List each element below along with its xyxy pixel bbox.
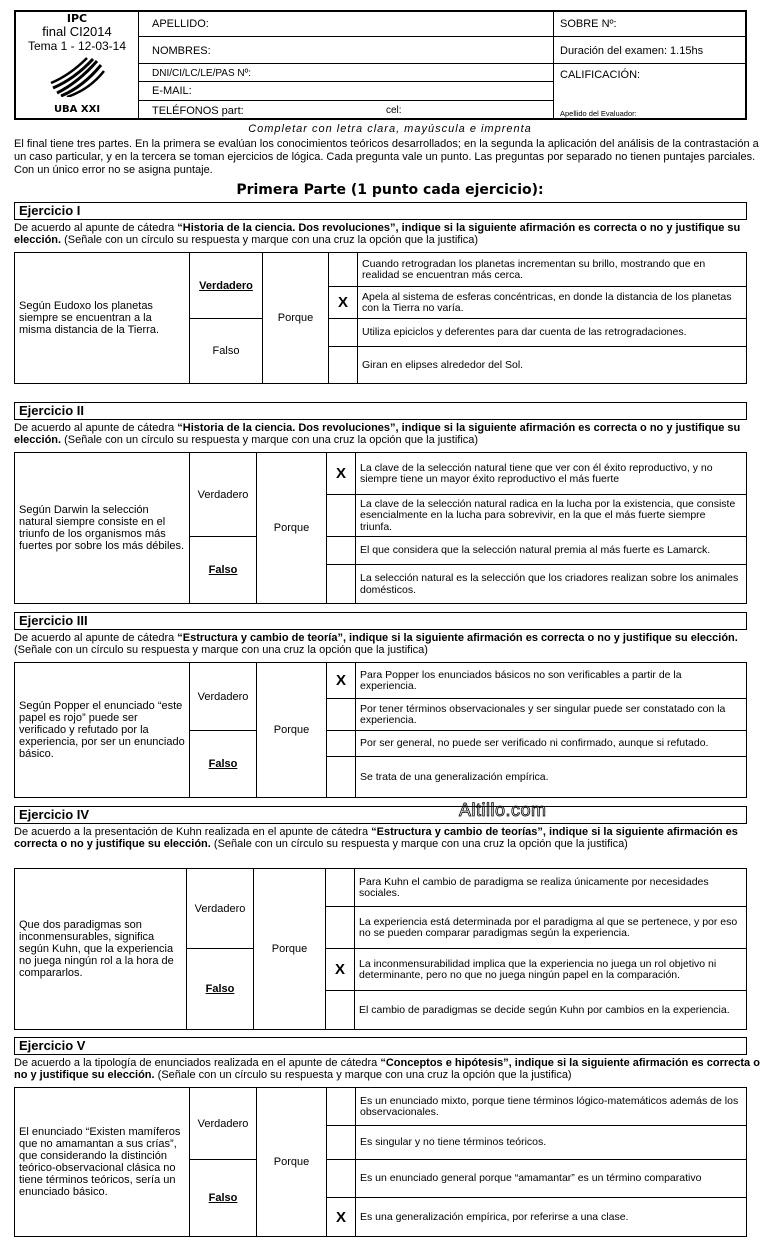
exercise-2-option-3-checkbox[interactable]: [327, 537, 356, 565]
exercise-2-instructions: De acuerdo al apunte de cátedra “Historia de la ciencia. Dos revoluciones”, indique si la siguiente afirmación es correcta o no y justifique su elección. (Señale con un círculo su respuesta y marque con una cruz la opción que la justifica): [14, 422, 741, 446]
calificacion-field[interactable]: CALIFICACIÓN:: [560, 69, 641, 81]
exercise-5-instructions: De acuerdo a la tipología de enunciados realizada en el apunte de cátedra “Conceptos e hipótesis”, indique si la siguiente afirmación es correcta o no y justifique su elección. (Señale con un círculo su respuesta y marque con una cruz la opción que la justifica): [14, 1057, 760, 1081]
exercise-1-option-1: Cuando retrogradan los planetas incrementan su brillo, mostrando que en realidad se encuentran más cerca.: [358, 253, 746, 287]
exercise-4-verdadero-option[interactable]: Verdadero: [187, 869, 254, 949]
exercise-1-option-3-checkbox[interactable]: [329, 319, 358, 347]
exercise-4-option-1-checkbox[interactable]: [326, 869, 355, 907]
exercise-1-table: [14, 252, 747, 384]
exercise-2-option-4: La selección natural es la selección que los criadores realizan sobre los animales domésticos.: [360, 572, 739, 596]
exercise-3-option-1-checkbox[interactable]: X: [327, 663, 356, 699]
dni-field[interactable]: DNI/CI/LC/LE/PAS Nº:: [152, 68, 252, 79]
exercise-1-option-2-checkbox[interactable]: X: [329, 287, 358, 319]
evaluador-field[interactable]: Apellido del Evaluador:: [560, 109, 637, 118]
exercise-3-title: Ejercicio III: [14, 612, 747, 630]
nombres-field[interactable]: NOMBRES:: [152, 45, 211, 57]
exam-header: [14, 10, 747, 120]
exercise-4-title: Ejercicio IV: [14, 806, 747, 824]
exercise-2-option-1-checkbox[interactable]: X: [327, 453, 356, 495]
exercise-1-option-3: Utiliza epiciclos y deferentes para dar cuenta de las retrogradaciones.: [358, 319, 746, 347]
course-label: final CI2014: [42, 24, 112, 39]
exercise-5-statement: El enunciado “Existen mamíferos que no amamantan a sus crías”, que considerando la distinción teórico-observacional clásica no tiene términos teóricos, sería un enunciado básico.: [15, 1088, 190, 1236]
exercise-5-porque-label: Porque: [257, 1088, 327, 1236]
ipc-label: IPC: [66, 12, 88, 25]
exercise-3-option-2-checkbox[interactable]: [327, 699, 356, 731]
exercise-4-porque-label: Porque: [254, 869, 326, 1029]
exercise-2-option-3: El que considera que la selección natural premia al más fuerte es Lamarck.: [356, 537, 746, 565]
exercise-1-option-2: Apela al sistema de esferas concéntricas, en donde la distancia de los planetas con la Tierra no varía.: [358, 287, 746, 319]
exercise-5-option-1-checkbox[interactable]: [327, 1088, 356, 1126]
exercise-4-instructions: De acuerdo a la presentación de Kuhn realizada en el apunte de cátedra “Estructura y cambio de teorías”, indique si la siguiente afirmación es correcta o no y justifique su elección. (Señale con un círculo su respuesta y marque con una cruz la opción que la justifica): [14, 826, 738, 850]
topic-label: Tema 1 - 12-03-14: [27, 39, 127, 53]
exercise-5-option-3-checkbox[interactable]: [327, 1160, 356, 1198]
exercise-1-statement: Según Eudoxo los planetas siempre se encuentran a la misma distancia de la Tierra.: [15, 253, 190, 383]
sobre-field[interactable]: SOBRE Nº:: [560, 18, 617, 30]
apellido-field[interactable]: APELLIDO:: [152, 18, 209, 30]
watermark: Altillo.com: [459, 800, 547, 820]
exercise-3-porque-label: Porque: [257, 663, 327, 797]
exercise-3-option-3-checkbox[interactable]: [327, 731, 356, 757]
exercise-3-verdadero-option[interactable]: Verdadero: [190, 663, 257, 731]
exercise-1-option-1-checkbox[interactable]: [329, 253, 358, 287]
exercise-3-option-4: Se trata de una generalización empírica.: [360, 770, 549, 783]
cel-field[interactable]: cel:: [386, 105, 402, 116]
exercise-2-porque-label: Porque: [257, 453, 327, 603]
exercise-4-table: [14, 868, 747, 1030]
exam-info-box: [16, 12, 139, 118]
exercise-5-option-2: Es singular y no tiene términos teóricos.: [356, 1126, 746, 1160]
exercise-1-falso-option[interactable]: Falso: [190, 319, 263, 383]
exercise-2-option-2: La clave de la selección natural radica en la lucha por la existencia, que consiste esencialmente en la lucha para sobrevivir, en la que el más fuerte siempre triunfa.: [356, 495, 746, 537]
exercise-4-option-4-checkbox[interactable]: [326, 991, 355, 1029]
exercise-2-option-2-checkbox[interactable]: [327, 495, 356, 537]
exercise-3-instructions: De acuerdo al apunte de cátedra “Estructura y cambio de teoría”, indique si la siguiente afirmación es correcta o no y justifique su elección. (Señale con un círculo su respuesta y marque con una cruz la opción que la justifica): [14, 632, 738, 656]
exercise-3-statement: Según Popper el enunciado “este papel es rojo” puede ser verificado y refutado por la experiencia, por ser un enunciado básico.: [15, 663, 190, 797]
exercise-3-option-2: Por tener términos observacionales y ser singular puede ser constatado con la experiencia.: [356, 699, 746, 731]
exercise-4-option-1: Para Kuhn el cambio de paradigma se realiza únicamente por necesidades sociales.: [355, 869, 746, 907]
part-title: Primera Parte (1 punto cada ejercicio):: [236, 182, 544, 198]
exercise-5-falso-option[interactable]: Falso: [190, 1160, 257, 1236]
exercise-3-option-1: Para Popper los enunciados básicos no son verificables a partir de la experiencia.: [356, 663, 746, 699]
fill-instructions: Completar con letra clara, mayúscula e imprenta: [248, 123, 532, 135]
exercise-5-table: [14, 1087, 747, 1237]
exercise-3-falso-option[interactable]: Falso: [190, 731, 257, 797]
uba-brand: UBA XXI: [53, 104, 101, 115]
exercise-5-option-3: Es un enunciado general porque “amamantar” es un término comparativo: [356, 1160, 746, 1198]
exercise-3-option-3: Por ser general, no puede ser verificado ni confirmado, aunque si refutado.: [356, 731, 746, 757]
exercise-5-verdadero-option[interactable]: Verdadero: [190, 1088, 257, 1160]
exercise-3-option-4-checkbox[interactable]: [327, 757, 356, 797]
exercise-2-title: Ejercicio II: [14, 402, 747, 420]
exercise-1-porque-label: Porque: [263, 253, 329, 383]
exam-intro: El final tiene tres partes. En la primera se evalúan los conocimientos teóricos desarrollados; en la segunda la aplicación del análisis de la contrastación a un caso particular, y en la tercera se toman ejercicios de lógica. Cada pregunta vale un punto. Las preguntas por separado no tienen puntajes parciales. Con un único error no se asigna puntaje.: [14, 138, 759, 176]
exercise-4-option-3-checkbox[interactable]: X: [326, 949, 355, 991]
exercise-1-option-4: Giran en elipses alrededor del Sol.: [362, 358, 524, 371]
exercise-1-verdadero-option[interactable]: Verdadero: [190, 253, 263, 319]
exercise-2-table: [14, 452, 747, 604]
uba-logo-icon: [49, 57, 105, 97]
exercise-2-option-1: La clave de la selección natural tiene que ver con él éxito reproductivo, y no siempre tiene un mayor éxito reproductivo el más fuerte: [356, 453, 746, 495]
exercise-5-title: Ejercicio V: [14, 1037, 747, 1055]
exercise-5-option-1: Es un enunciado mixto, porque tiene términos lógico-matemáticos además de los observacionales.: [356, 1088, 746, 1126]
exercise-2-statement: Según Darwin la selección natural siempre consiste en el triunfo de los organismos más fuertes por sobre los más débiles.: [15, 453, 190, 603]
exercise-1-title: Ejercicio I: [14, 202, 747, 220]
exercise-4-option-4: El cambio de paradigmas se decide según Kuhn por cambios en la experiencia.: [359, 1003, 730, 1016]
exercise-3-table: [14, 662, 747, 798]
duracion-label: Duración del examen: 1.15hs: [560, 45, 704, 57]
exercise-4-option-3: La inconmensurabilidad implica que la experiencia no juega un rol objetivo ni determinante, pero no que no juega ningún papel en la comparación.: [355, 949, 746, 991]
exercise-1-option-4-checkbox[interactable]: [329, 347, 358, 383]
exercise-5-option-2-checkbox[interactable]: [327, 1126, 356, 1160]
exercise-4-option-2: La experiencia está determinada por el paradigma al que se pertenece, y por eso no se pueden comparar paradigmas según la experiencia.: [355, 907, 746, 949]
exercise-5-option-4-checkbox[interactable]: X: [327, 1198, 356, 1236]
exercise-2-option-4-checkbox[interactable]: [327, 565, 356, 603]
exercise-5-option-4: Es una generalización empírica, por referirse a una clase.: [360, 1210, 629, 1223]
email-field[interactable]: E-MAIL:: [152, 85, 192, 97]
exercise-2-falso-option[interactable]: Falso: [190, 537, 257, 603]
exercise-2-verdadero-option[interactable]: Verdadero: [190, 453, 257, 537]
exercise-4-option-2-checkbox[interactable]: [326, 907, 355, 949]
exercise-4-falso-option[interactable]: Falso: [187, 949, 254, 1029]
exercise-1-instructions: De acuerdo al apunte de cátedra “Historia de la ciencia. Dos revoluciones”, indique si la siguiente afirmación es correcta o no y justifique su elección. (Señale con un círculo su respuesta y marque con una cruz la opción que la justifica): [14, 222, 741, 246]
exercise-4-statement: Que dos paradigmas son inconmensurables, significa según Kuhn, que la experiencia no juega ningún rol a la hora de compararlos.: [15, 869, 187, 1029]
telefonos-field[interactable]: TELÉFONOS part:: [152, 105, 244, 117]
